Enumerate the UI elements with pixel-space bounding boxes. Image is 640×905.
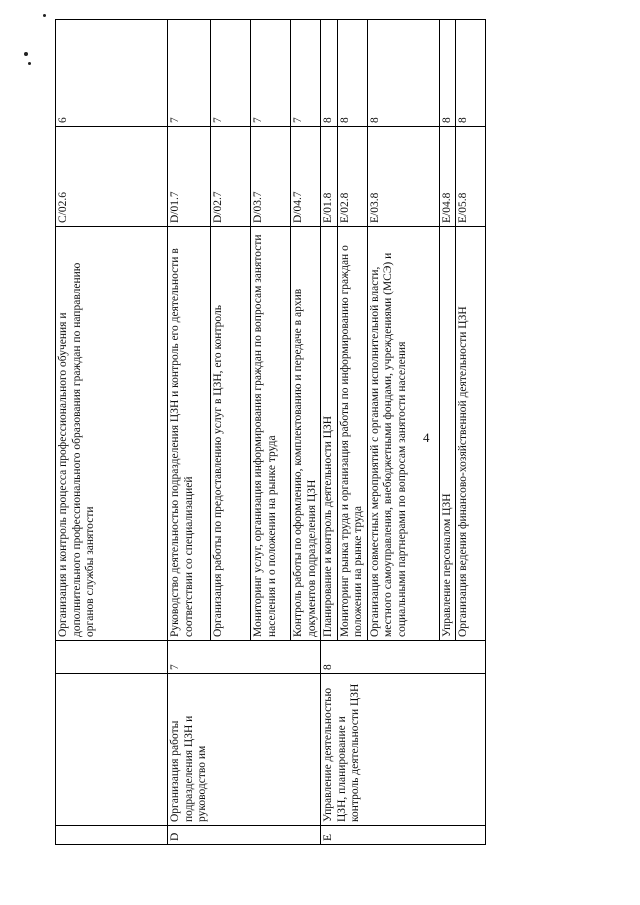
function-level: 8: [456, 20, 486, 127]
function-level: 7: [211, 20, 251, 127]
cell-empty: [56, 641, 168, 674]
cell-empty: [56, 826, 168, 845]
group-title: Организация работы подразделения ЦЗН и руководство им: [168, 674, 321, 826]
function-name: Организация ведения финансово-хозяйственной деятельности ЦЗН: [456, 227, 486, 641]
function-name: Мониторинг услуг, организация информирования граждан по вопросам занятости населения и о положении на рынке труда: [251, 227, 291, 641]
function-level: 7: [291, 20, 321, 127]
rotated-table-area: [55, 20, 470, 845]
function-name: Организация работы по предоставлению услуг в ЦЗН, его контроль: [211, 227, 251, 641]
function-level: 8: [321, 20, 338, 127]
group-level: 8: [321, 641, 486, 674]
page-number: 4: [423, 430, 430, 445]
function-code: D/03.7: [251, 127, 291, 227]
group-level: 7: [168, 641, 321, 674]
function-level: 6: [56, 20, 168, 127]
function-name: Организация совместных мероприятий с органами исполнительной власти, местного самоуправления, внебюджетными фондами, учреждениями (МСЭ) и социальными партнерами по вопросам занятости населения: [367, 227, 439, 641]
function-level: 8: [367, 20, 439, 127]
function-code: E/02.8: [337, 127, 367, 227]
function-name: Мониторинг рынка труда и организация работы по информированию граждан о положении на рынке труда: [337, 227, 367, 641]
function-level: 7: [168, 20, 211, 127]
scan-speck: [28, 62, 31, 65]
function-name: Планирование и контроль деятельности ЦЗН: [321, 227, 338, 641]
function-code: E/01.8: [321, 127, 338, 227]
table-row: [321, 20, 338, 845]
function-code: D/02.7: [211, 127, 251, 227]
table-row: [168, 20, 211, 845]
function-name: Управление персоналом ЦЗН: [439, 227, 456, 641]
function-code: C/02.6: [56, 127, 168, 227]
group-letter: D: [168, 826, 321, 845]
function-level: 8: [439, 20, 456, 127]
function-code: E/03.8: [367, 127, 439, 227]
function-name: Контроль работы по оформлению, комплектованию и передаче в архив документов подразделения ЦЗН: [291, 227, 321, 641]
function-name: Организация и контроль процесса профессионального обучения и дополнительного профессионального образования граждан по направлению органов службы занятости: [56, 227, 168, 641]
function-level: 7: [251, 20, 291, 127]
function-name: Руководство деятельностью подразделения ЦЗН и контроль его деятельности в соответствии со специализацией: [168, 227, 211, 641]
scan-speck: [24, 52, 28, 56]
group-letter: E: [321, 826, 486, 845]
cell-empty: [56, 674, 168, 826]
generalized-functions-table: [55, 19, 486, 845]
table-row: [56, 20, 168, 845]
function-code: E/04.8: [439, 127, 456, 227]
function-code: D/01.7: [168, 127, 211, 227]
table-rotator: [55, 20, 470, 845]
scan-speck: [43, 14, 46, 17]
function-code: E/05.8: [456, 127, 486, 227]
group-title: Управление деятельностью ЦЗН, планирование и контроль деятельности ЦЗН: [321, 674, 486, 826]
function-level: 8: [337, 20, 367, 127]
function-code: D/04.7: [291, 127, 321, 227]
